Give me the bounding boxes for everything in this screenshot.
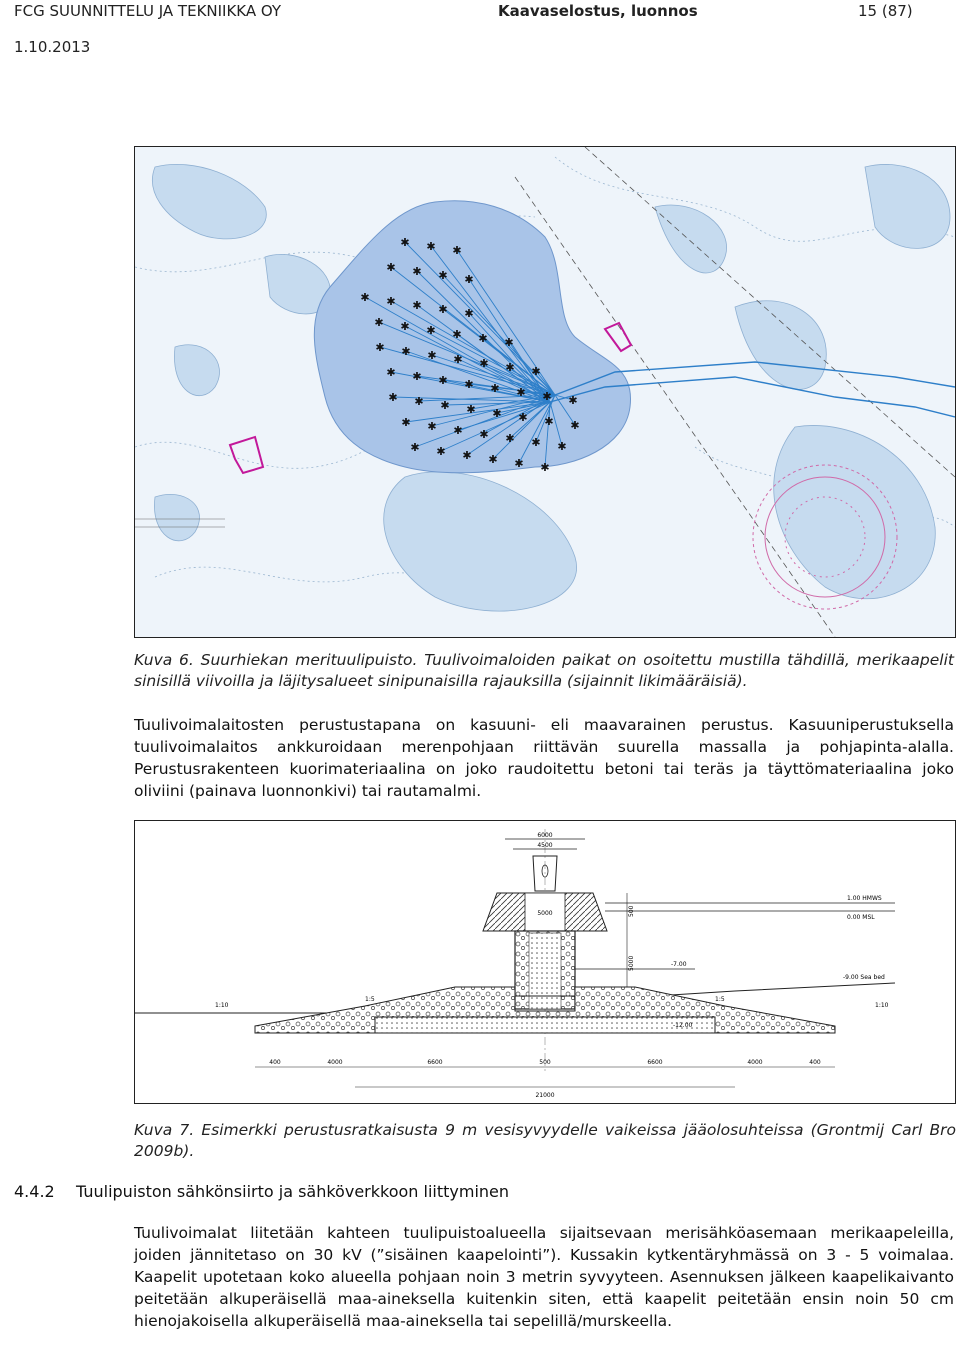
- turbine-star-icon: ✱: [557, 440, 567, 453]
- base-dim-label: 4000: [327, 1059, 343, 1066]
- turbine-star-icon: ✱: [388, 391, 398, 404]
- turbine-star-icon: ✱: [438, 303, 448, 316]
- total-width: 21000: [535, 1092, 555, 1099]
- base-dim-label: 400: [809, 1059, 821, 1066]
- base-dim-label: 500: [539, 1059, 551, 1066]
- turbine-star-icon: ✱: [452, 244, 462, 257]
- page-number: 15 (87): [858, 2, 913, 20]
- turbine-star-icon: ✱: [540, 461, 550, 474]
- msl-label: 0.00 MSL: [847, 914, 875, 921]
- base-slab: [375, 1017, 715, 1033]
- foundation-diagram: [134, 820, 956, 1104]
- turbine-star-icon: ✱: [504, 336, 514, 349]
- turbine-star-icon: ✱: [464, 307, 474, 320]
- turbine-star-icon: ✱: [479, 357, 489, 370]
- turbine-star-icon: ✱: [464, 273, 474, 286]
- slope-left-inner: 1:5: [365, 996, 375, 1003]
- turbine-star-icon: ✱: [531, 436, 541, 449]
- base-dim-label: 6600: [647, 1059, 663, 1066]
- wind-park-map: [134, 146, 956, 638]
- base-dimension-labels: [269, 1059, 821, 1066]
- turbine-star-icon: ✱: [518, 411, 528, 424]
- turbine-star-icon: ✱: [374, 316, 384, 329]
- figure7-caption: Kuva 7. Esimerkki perustusratkaisusta 9 m vesisyvyydelle vaikeissa jääolosuhteissa (Grontmij Carl Bro 2009b).: [134, 1121, 956, 1160]
- turbine-star-icon: ✱: [436, 445, 446, 458]
- paragraph-foundation: Tuulivoimalaitosten perustustapana on kasuuni- eli maavarainen perustus. Kasuuniperustuksella tuulivoimalaitos ankkuroidaan merenpohjaan riittävän suurella massalla ja pohjapinta-alalla. Perustusrakenteen kuorimateriaalina on joko raudoitettu betoni tai teräs ja täyttömateriaalina joko oliviini (painava luonnonkivi) tai rautamalmi.: [134, 716, 954, 800]
- top-dim-2: 4500: [537, 842, 553, 849]
- turbine-star-icon: ✱: [531, 365, 541, 378]
- turbine-star-icon: ✱: [542, 390, 552, 403]
- turbine-star-icon: ✱: [410, 441, 420, 454]
- inner-width: 5000: [537, 910, 553, 917]
- company-name: FCG SUUNNITTELU JA TEKNIIKKA OY: [14, 2, 282, 20]
- document-date: 1.10.2013: [14, 38, 91, 56]
- section-heading: [14, 1182, 509, 1201]
- turbine-star-icon: ✱: [492, 407, 502, 420]
- turbine-star-icon: ✱: [386, 261, 396, 274]
- turbine-star-icon: ✱: [401, 345, 411, 358]
- turbine-star-icon: ✱: [401, 416, 411, 429]
- turbine-star-icon: ✱: [414, 395, 424, 408]
- water-levels: [575, 903, 895, 969]
- turbine-star-icon: ✱: [427, 420, 437, 433]
- top-dim-1: 6000: [537, 832, 553, 839]
- turbine-star-icon: ✱: [412, 265, 422, 278]
- turbine-star-icon: ✱: [452, 328, 462, 341]
- shaft-top-dim: 500: [628, 905, 635, 917]
- sea-bed-label: -9.00 Sea bed: [843, 974, 885, 981]
- slope-right-inner: 1:5: [715, 996, 725, 1003]
- turbine-star-icon: ✱: [478, 332, 488, 345]
- turbine-star-icon: ✱: [386, 295, 396, 308]
- paragraph-grid-connection: Tuulivoimalat liitetään kahteen tuulipuistoalueella sijaitsevaan merisähköasemaan merikaapeleilla, joiden jännitetaso on 30 kV (”sisäinen kaapelointi”). Kussakin kytkentäryhmässä on 3 - 5 voimalaa. Kaapelit upotetaan koko alueella pohjaan noin 3 metrin syvyyteen. Asennuksen jälkeen kaapelikaivanto peitetään alkuperäisellä maa-aineksella kuitenkin siten, että kaapelit peitetään ensin noin 50 cm hienojakoisella alkuperäisellä maa-aineksella tai sepelillä/murskeella.: [134, 1224, 954, 1330]
- map-graphic: [135, 147, 955, 637]
- turbine-star-icon: ✱: [488, 453, 498, 466]
- turbine-star-icon: ✱: [505, 432, 515, 445]
- turbine-star-icon: ✱: [386, 366, 396, 379]
- turbine-star-icon: ✱: [438, 269, 448, 282]
- depth-label: -7.00: [671, 961, 687, 968]
- turbine-star-icon: ✱: [490, 382, 500, 395]
- turbine-star-icon: ✱: [570, 419, 580, 432]
- base-dim-label: 6600: [427, 1059, 443, 1066]
- turbine-star-icon: ✱: [412, 370, 422, 383]
- base-dim-label: 400: [269, 1059, 281, 1066]
- base-dim-label: 4000: [747, 1059, 763, 1066]
- turbine-star-icon: ✱: [400, 236, 410, 249]
- figure6-caption: Kuva 6. Suurhiekan merituulipuisto. Tuulivoimaloiden paikat on osoitettu mustilla tähdillä, merikaapelit sinisillä viivoilla ja läjitysalueet sinipunaisilla rajauksilla (sijainnit likimääräisiä).: [134, 651, 954, 690]
- turbine-star-icon: ✱: [438, 374, 448, 387]
- turbine-star-icon: ✱: [568, 394, 578, 407]
- slope-left-outer: 1:10: [215, 1002, 229, 1009]
- section-title: Tuulipuiston sähkönsiirto ja sähköverkkoon liittyminen: [76, 1182, 510, 1201]
- shaft-height-dim: 5000: [628, 955, 635, 971]
- turbine-star-icon: ✱: [514, 457, 524, 470]
- slope-right-outer: 1:10: [875, 1002, 889, 1009]
- turbine-star-icon: ✱: [505, 361, 515, 374]
- turbine-star-icon: ✱: [412, 299, 422, 312]
- hmws-label: 1.00 HMWS: [847, 895, 882, 902]
- turbine-star-icon: ✱: [479, 428, 489, 441]
- bottom-level: -12.00: [673, 1022, 693, 1029]
- turbine-star-icon: ✱: [375, 341, 385, 354]
- turbine-star-icon: ✱: [426, 240, 436, 253]
- turbine-star-icon: ✱: [427, 349, 437, 362]
- turbine-star-icon: ✱: [516, 386, 526, 399]
- turbine-star-icon: ✱: [466, 403, 476, 416]
- turbine-star-icon: ✱: [400, 320, 410, 333]
- turbine-star-icon: ✱: [462, 449, 472, 462]
- turbine-star-icon: ✱: [426, 324, 436, 337]
- turbine-star-icon: ✱: [453, 353, 463, 366]
- foundation-graphic: [135, 821, 955, 1103]
- turbine-star-icon: ✱: [464, 378, 474, 391]
- turbine-star-icon: ✱: [453, 424, 463, 437]
- turbine-star-icon: ✱: [544, 415, 554, 428]
- section-number: 4.4.2: [14, 1182, 55, 1201]
- turbine-star-icon: ✱: [360, 291, 370, 304]
- document-title: Kaavaselostus, luonnos: [498, 2, 698, 20]
- shaft-fill: [529, 933, 561, 1009]
- turbine-star-icon: ✱: [440, 399, 450, 412]
